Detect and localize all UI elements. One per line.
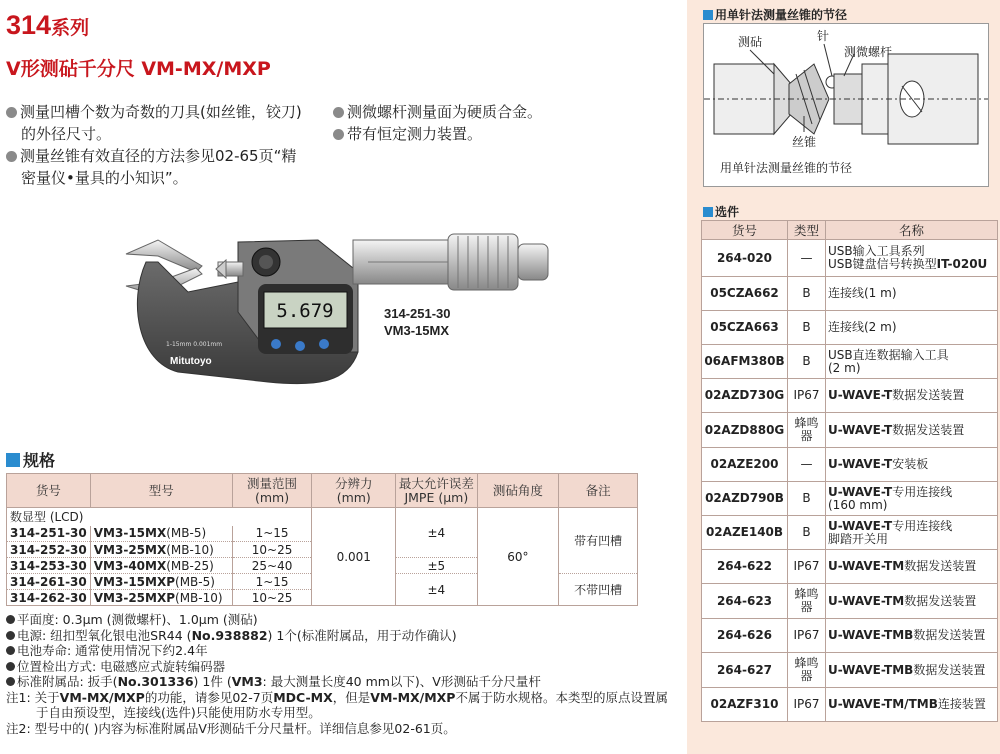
options-table: [701, 220, 998, 722]
col-header: 分辨力 (mm): [312, 474, 396, 508]
options-heading: 选件: [703, 203, 739, 220]
feature-item-cont: 的外径尺寸。: [21, 125, 112, 143]
col-header: 最大允许误差 JMPE (μm): [396, 474, 478, 508]
label-anvil: 测砧: [738, 35, 763, 49]
table-row: 02AZD790B B U-WAVE-T专用连接线 (160 mm): [702, 482, 998, 516]
table-row: 264-622 IP67 U-WAVE-TM数据发送装置: [702, 550, 998, 584]
label-pin: 针: [817, 29, 830, 43]
spec-notes: [6, 612, 668, 736]
brand-logo: Mitutoyo: [170, 356, 212, 367]
table-row: 05CZA662 B 连接线(1 m): [702, 277, 998, 311]
table-row: 06AFM380B B USB直连数据输入工具 (2 m): [702, 345, 998, 379]
product-model-label: 314-251-30 VM3-15MX: [384, 306, 451, 338]
error-cell: ±5: [396, 558, 478, 574]
note-item: 注1: 关于VM-MX/MXP的功能，请参见02-7页MDC-MX，但是VM-MX/MXP不属于防水规格。本类型的原点设置属: [6, 689, 668, 705]
col-header: 货号: [702, 221, 788, 240]
micrometer-image: [118, 222, 558, 392]
note-item: 电源: 纽扣型氧化银电池SR44 (No.938882) 1个(标准附属品，用于动作确认): [6, 628, 646, 644]
remark-cell: 带有凹槽: [559, 508, 638, 574]
type-label: 数显型 (LCD): [7, 508, 233, 526]
section-marker-icon: [703, 10, 713, 20]
col-header: 测砧角度: [477, 474, 559, 508]
table-row: 264-626 IP67 U-WAVE-TMB数据发送装置: [702, 619, 998, 653]
bullet-icon: [333, 129, 344, 140]
feature-list-right: [333, 101, 542, 145]
note-item: 平面度: 0.3μm (测微螺杆)、1.0μm (测砧): [6, 612, 646, 628]
section-marker-icon: [703, 207, 713, 217]
table-row: 05CZA663 B 连接线(2 m): [702, 311, 998, 345]
feature-item: 带有恒定测力装置。: [333, 123, 542, 145]
diagram-caption: 用单针法测量丝锥的节径: [720, 161, 853, 175]
col-header: 名称: [826, 221, 998, 240]
angle-cell: 60°: [477, 508, 559, 606]
feature-item: 测量丝锥有效直径的方法参见02-65页“精: [6, 145, 302, 167]
table-row: 314-251-30 VM3-15MX(MB-5) 1~15: [7, 526, 638, 542]
feature-item: 测微螺杆测量面为硬质合金。: [333, 101, 542, 123]
table-row: 314-253-30 VM3-40MX(MB-25) 25~40 ±5: [7, 558, 638, 574]
col-header: 型号: [90, 474, 232, 508]
feature-item-cont: 密量仪•量具的小知识”。: [21, 169, 188, 187]
diagram-heading: 用单针法测量丝锥的节径: [703, 6, 847, 23]
label-tap: 丝锥: [792, 135, 817, 149]
table-row: 02AZF310 IP67 U-WAVE-TM/TMB连接装置: [702, 688, 998, 722]
table-row: 264-020 — USB输入工具系列 USB键盘信号转换型IT-020U: [702, 240, 998, 277]
table-row: 02AZE140B B U-WAVE-T专用连接线 脚踏开关用: [702, 516, 998, 550]
table-row: 314-261-30 VM3-15MXP(MB-5) 1~15 ±4 不带凹槽: [7, 574, 638, 590]
col-header: 备注: [559, 474, 638, 508]
bullet-icon: [6, 151, 17, 162]
table-row: 264-627 蜂鸣 器 U-WAVE-TMB数据发送装置: [702, 653, 998, 688]
series-title: 314系列: [6, 10, 90, 40]
col-header: 货号: [7, 474, 91, 508]
note-item: 电池寿命: 通常使用情况下约2.4年: [6, 643, 646, 659]
note-item: 注2: 型号中的( )内容为标准附属品V形测砧千分尺量杆。详细信息参见02-61页。: [6, 720, 456, 736]
table-row: 314-252-30 VM3-25MX(MB-10) 10~25: [7, 542, 638, 558]
error-cell: ±4: [396, 574, 478, 606]
feature-item: 测量凹槽个数为奇数的刀具(如丝锥，铰刀): [6, 101, 302, 123]
note-item: 标准附属品: 扳手(No.301336) 1件 (VM3: 最大测量长度40 mm以下)、V形测砧千分尺量杆: [6, 674, 646, 690]
note-item-cont: 于自由预设型，连接线(选件)只能使用防水专用型。: [36, 705, 321, 720]
bullet-icon: [6, 107, 17, 118]
remark-cell: 不带凹槽: [559, 574, 638, 606]
table-row: 02AZE200 — U-WAVE-T安装板: [702, 448, 998, 482]
table-row: 314-262-30 VM3-25MXP(MB-10) 10~25: [7, 590, 638, 606]
col-header: 类型: [788, 221, 826, 240]
label-spindle: 测微螺杆: [844, 45, 893, 59]
lcd-reading: 5.679: [276, 300, 334, 322]
note-item: 位置检出方式: 电磁感应式旋转编码器: [6, 659, 646, 675]
error-cell: ±4: [396, 508, 478, 558]
table-row: 02AZD880G 蜂鸣 器 U-WAVE-T数据发送装置: [702, 413, 998, 448]
spec-heading: 规格: [6, 448, 55, 471]
resolution-cell: 0.001: [312, 508, 396, 606]
spec-table: [6, 473, 638, 606]
table-row: 264-623 蜂鸣 器 U-WAVE-TM数据发送装置: [702, 584, 998, 619]
col-header: 测量范围 (mm): [232, 474, 312, 508]
feature-list-left: [6, 101, 302, 189]
svg-text:1-15mm 0.001mm: 1-15mm 0.001mm: [166, 341, 223, 348]
table-row: 02AZD730G IP67 U-WAVE-T数据发送装置: [702, 379, 998, 413]
section-marker-icon: [6, 453, 20, 467]
bullet-icon: [333, 107, 344, 118]
page-subtitle: V形测砧千分尺 VM-MX/MXP: [6, 58, 271, 80]
tap-measurement-diagram: [703, 23, 989, 187]
